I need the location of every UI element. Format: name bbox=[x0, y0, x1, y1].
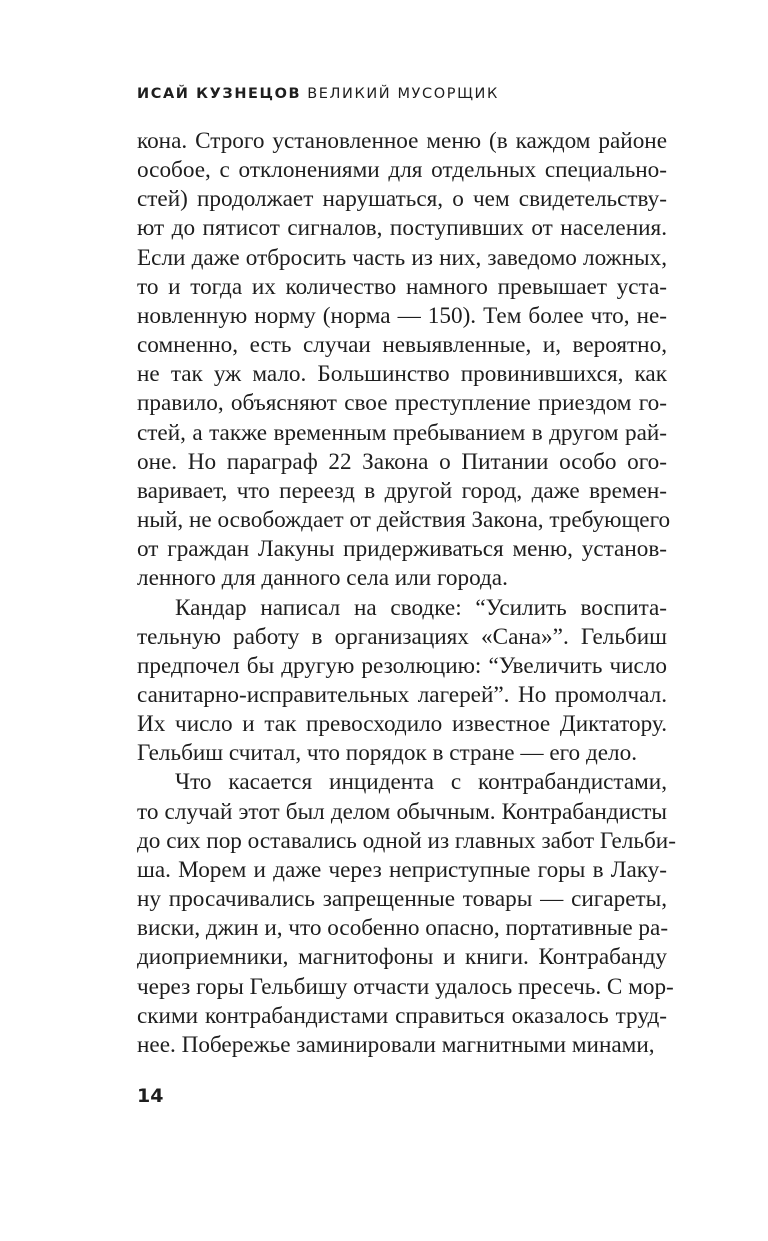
text-line: новленную норму (норма — 150). Тем более что, не- bbox=[137, 302, 667, 329]
text-line: скими контрабандистами справиться оказалось труд- bbox=[137, 1002, 667, 1029]
running-head bbox=[137, 86, 499, 102]
text-line: предпочел бы другую резолюцию: “Увеличить число bbox=[137, 652, 667, 679]
text-line: нее. Побережье заминировали магнитными минами, bbox=[137, 1031, 655, 1058]
text-line: Если даже отбросить часть из них, заведомо ложных, bbox=[137, 244, 667, 271]
text-line: санитарно-исправительных лагерей”. Но промолчал. bbox=[137, 681, 667, 708]
text-line: оне. Но параграф 22 Закона о Питании особо ого- bbox=[137, 448, 667, 475]
text-line: через горы Гельбишу отчасти удалось пресечь. С мор- bbox=[137, 973, 674, 1000]
text-line: не так уж мало. Большинство провинившихся, как bbox=[137, 361, 667, 388]
text-line: диоприемники, магнитофоны и книги. Контрабанду bbox=[137, 944, 667, 971]
body-text bbox=[137, 127, 676, 1060]
text-line: стей, а также временным пребыванием в другом рай- bbox=[137, 419, 667, 446]
running-head-author: ИСАЙ КУЗНЕЦОВ bbox=[137, 86, 302, 102]
text-line: ну просачивались запрещенные товары — сигареты, bbox=[137, 886, 667, 913]
text-line: кона. Строго установленное меню (в каждом районе bbox=[137, 128, 667, 154]
text-line: стей) продолжает нарушаться, о чем свидетельству- bbox=[137, 186, 667, 213]
text-line: от граждан Лакуны придерживаться меню, установ- bbox=[137, 536, 667, 563]
text-line: сомненно, есть случаи невыявленные, и, вероятно, bbox=[137, 332, 667, 359]
text-line: то и тогда их количество намного превышает уста- bbox=[137, 273, 667, 300]
text-line: ленного для данного села или города. bbox=[137, 565, 508, 592]
text-line: тельную работу в организациях «Сана»”. Гельбиш bbox=[137, 623, 667, 650]
text-line: правило, объясняют свое преступление приездом го- bbox=[137, 390, 667, 417]
page-number: 14 bbox=[137, 1085, 164, 1107]
text-line: ный, не освобождает от действия Закона, требующего bbox=[137, 507, 671, 534]
text-line: ша. Морем и даже через неприступные горы в Лаку- bbox=[137, 856, 667, 883]
text-line: Что касается инцидента с контрабандистами, bbox=[175, 769, 667, 796]
text-line: до сих пор оставались одной из главных забот Гельби- bbox=[137, 827, 676, 854]
text-line: варивает, что переезд в другой город, даже времен- bbox=[137, 477, 667, 504]
text-line: виски, джин и, что особенно опасно, портативные ра- bbox=[137, 915, 669, 942]
running-head-book-title: ВЕЛИКИЙ МУСОРЩИК bbox=[307, 86, 499, 102]
text-line: особое, с отклонениями для отдельных специально- bbox=[137, 157, 667, 184]
text-line: Кандар написал на сводке: “Усилить воспита- bbox=[175, 594, 667, 621]
text-line: Их число и так превосходило известное Диктатору. bbox=[137, 711, 667, 738]
text-line: Гельбиш считал, что порядок в стране — его дело. bbox=[137, 740, 637, 767]
text-line: ют до пятисот сигналов, поступивших от населения. bbox=[137, 215, 667, 242]
text-line: то случай этот был делом обычным. Контрабандисты bbox=[137, 798, 667, 825]
